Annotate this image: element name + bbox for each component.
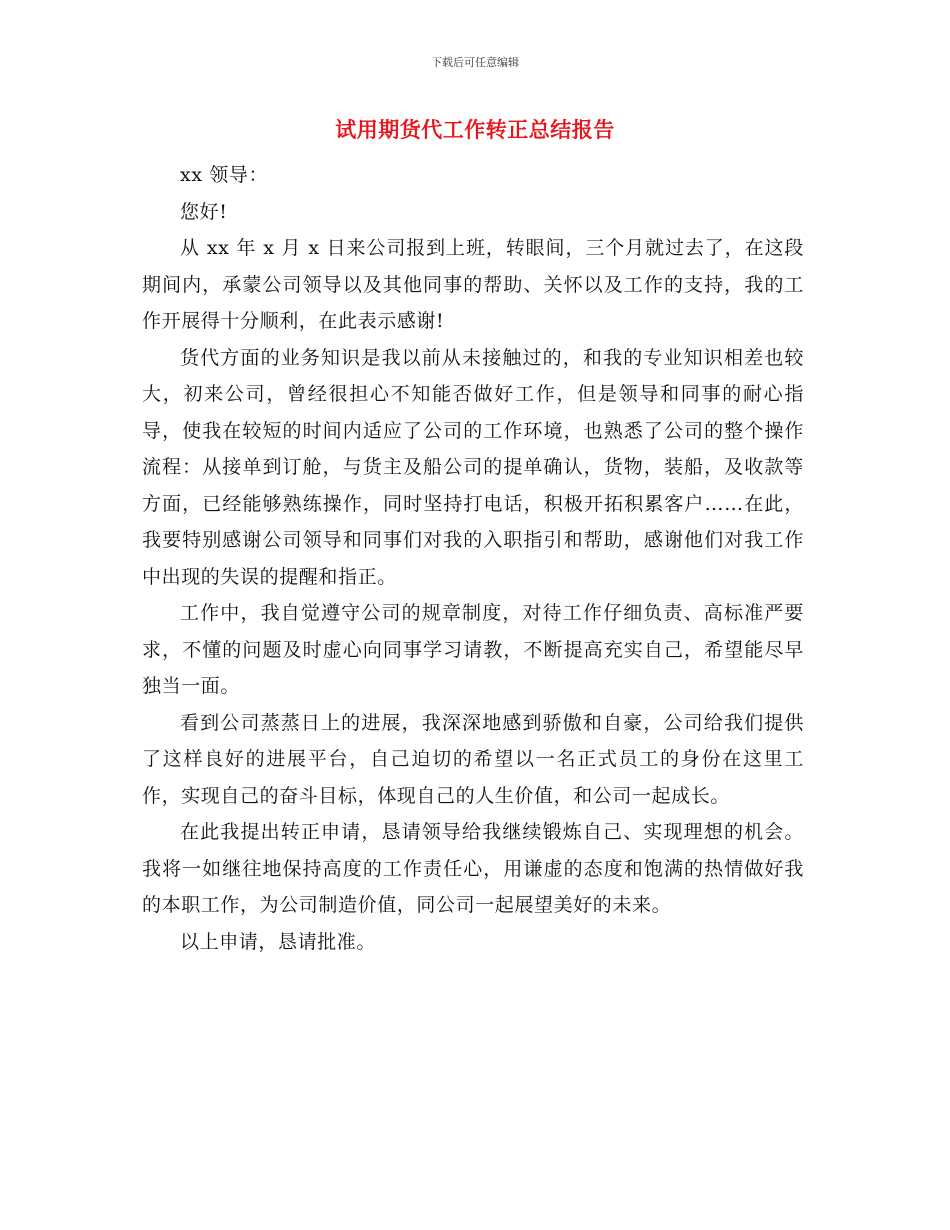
greeting: 您好! bbox=[180, 200, 228, 223]
document-title: 试用期货代工作转正总结报告 bbox=[335, 118, 615, 142]
paragraph-aspiration: 看到公司蒸蒸日上的进展，我深深地感到骄傲和自豪，公司给我们提供了这样良好的进展平台，自己迫切的希望以一名正式员工的身份在这里工作，实现自己的奋斗目标，体现自己的人生价值，和公司一起成长。 bbox=[142, 711, 804, 807]
paragraph-request: 在此我提出转正申请，恳请领导给我继续锻炼自己、实现理想的机会。我将一如继往地保持高度的工作责任心，用谦虚的态度和饱满的热情做好我的本职工作，为公司制造价值，同公司一起展望美好的未来。 bbox=[142, 821, 804, 916]
header-note: 下载后可任意编辑 bbox=[431, 56, 519, 69]
paragraph-learning: 货代方面的业务知识是我以前从未接触过的，和我的专业知识相差也较大，初来公司，曾经很担心不知能否做好工作，但是领导和同事的耐心指导，使我在较短的时间内适应了公司的工作环境，也熟悉了公司的整个操作流程：从接单到订舱，与货主及船公司的提单确认，货物，装船，及收款等方面，已经能够熟练操作，同时坚持打电话，积极开拓积累客户……在此，我要特别感谢公司领导和同事们对我的入职指引和帮助，感谢他们对我工作中出现的失误的提醒和指正。 bbox=[142, 346, 804, 588]
paragraph-conduct: 工作中，我自觉遵守公司的规章制度，对待工作仔细负责、高标准严要求，不懂的问题及时虚心向同事学习请教，不断提高充实自己，希望能尽早独当一面。 bbox=[142, 602, 804, 697]
salutation: xx 领导： bbox=[180, 164, 269, 186]
paragraph-intro: 从 xx 年 x 月 x 日来公司报到上班，转眼间，三个月就过去了，在这段期间内，承蒙公司领导以及其他同事的帮助、关怀以及工作的支持，我的工作开展得十分顺利，在此表示感谢! bbox=[142, 237, 804, 332]
closing: 以上申请，恳请批准。 bbox=[180, 930, 377, 953]
document-body bbox=[142, 157, 804, 960]
